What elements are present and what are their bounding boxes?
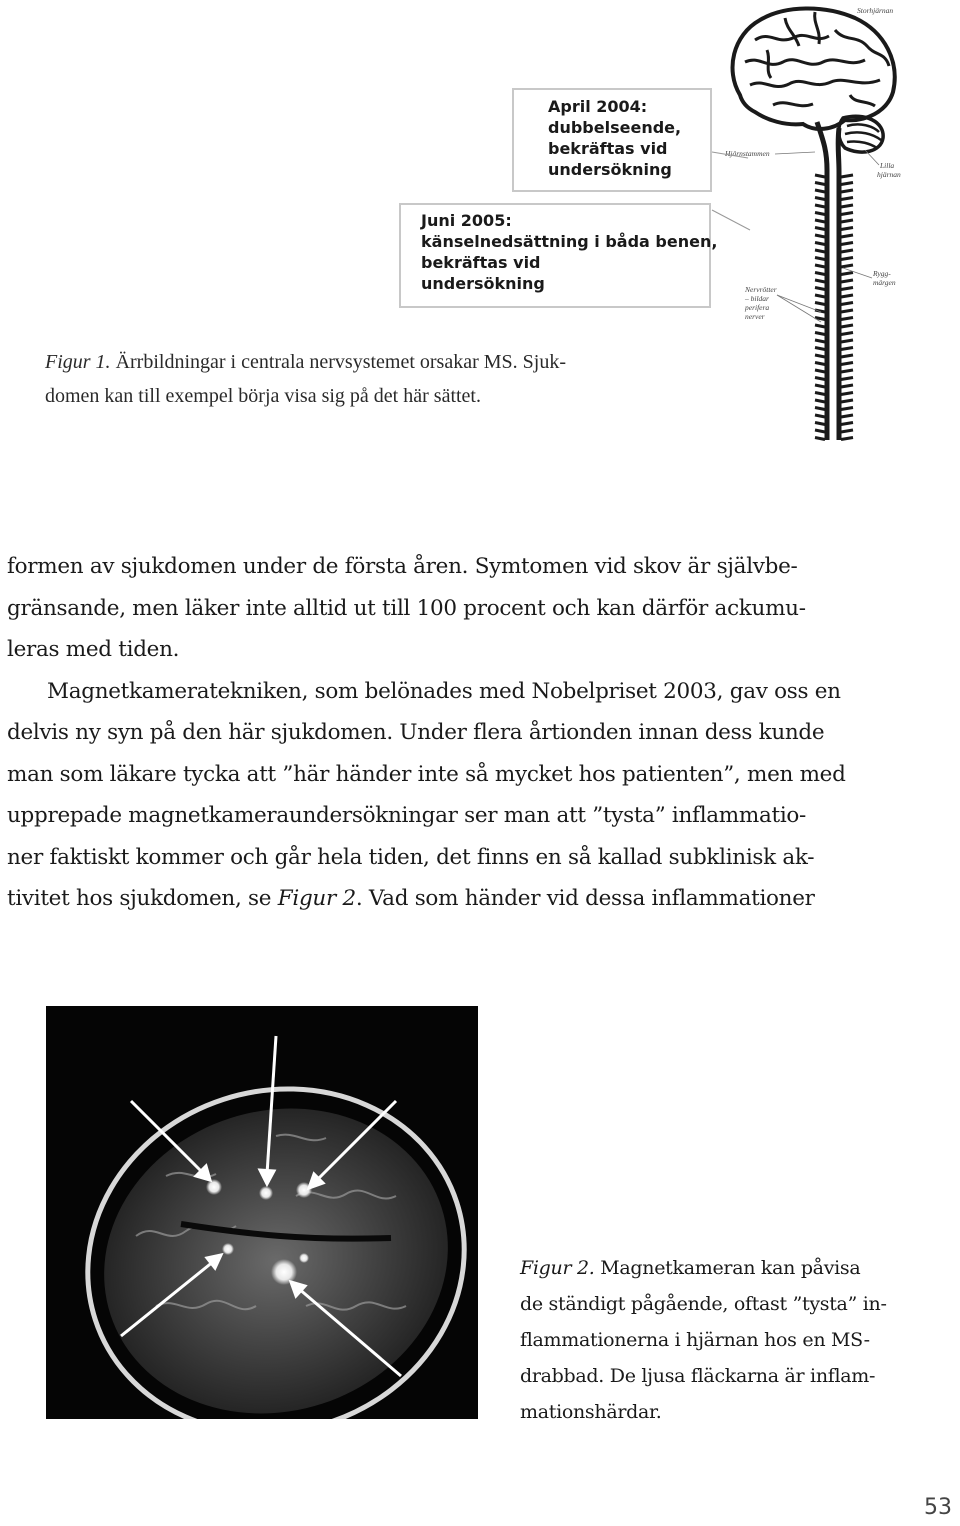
- nerve-root-right: [841, 393, 853, 395]
- callout-2005-line: bekräftas vid: [421, 253, 541, 272]
- body-line: Magnetkameratekniken, som belönades med Nobelpriset 2003, gav oss en: [47, 678, 841, 704]
- body-line: leras med tiden.: [7, 637, 180, 662]
- nerve-root-left: [815, 175, 825, 177]
- label-nerve-roots-1: Nervrötter: [745, 285, 777, 294]
- nerve-root-left: [815, 183, 825, 185]
- nerve-root-right: [841, 228, 853, 230]
- nerve-root-left: [815, 408, 825, 410]
- nerve-root-right: [841, 310, 853, 312]
- body-text: [7, 546, 957, 920]
- body-line: [7, 878, 957, 920]
- nerve-root-right: [841, 213, 853, 215]
- nerve-root-left: [815, 228, 825, 230]
- nerve-root-left: [815, 378, 825, 380]
- figure2-caption-text: mationshärdar.: [520, 1401, 662, 1423]
- figure2-reference: Figur 2: [277, 886, 356, 911]
- figure2-caption-text: flammationerna i hjärnan hos en MS-: [520, 1329, 870, 1351]
- nerve-root-left: [815, 273, 825, 275]
- callout-april-2004: [512, 88, 712, 192]
- callout-2005-line: undersökning: [421, 274, 545, 293]
- nerve-root-right: [841, 385, 853, 387]
- nerve-root-right: [841, 348, 853, 350]
- nerve-root-right: [841, 423, 853, 425]
- label-cerebellum-1: Lilla: [880, 161, 895, 170]
- nerve-root-left: [815, 423, 825, 425]
- nerve-root-left: [815, 438, 825, 440]
- nerve-root-left: [815, 430, 825, 432]
- nerve-root-right: [841, 220, 853, 222]
- nerve-root-left: [815, 220, 825, 222]
- nerve-root-right: [841, 400, 853, 402]
- nerve-root-left: [815, 400, 825, 402]
- nerve-root-left: [815, 243, 825, 245]
- nerve-root-right: [841, 175, 853, 177]
- page-number: 53: [924, 1495, 952, 1520]
- nerve-root-right: [841, 370, 853, 372]
- figure1-caption-text: Ärrbildningar i centrala nervsystemet orsakar MS. Sjuk-: [110, 351, 567, 373]
- nerve-root-left: [815, 295, 825, 297]
- nerve-root-left: [815, 385, 825, 387]
- nerve-root-left: [815, 258, 825, 260]
- nerve-root-right: [841, 190, 853, 192]
- figure1-caption: [45, 345, 725, 413]
- body-line: formen av sjukdomen under de första åren. Symtomen vid skov är självbe-: [7, 554, 798, 579]
- cerebrum-drawing: [733, 8, 895, 128]
- nerve-root-right: [841, 378, 853, 380]
- nerve-root-right: [841, 273, 853, 275]
- figure2-caption-text: de ständigt pågående, oftast ”tysta” in-: [520, 1293, 887, 1315]
- nerve-root-right: [841, 243, 853, 245]
- nerve-root-left: [815, 333, 825, 335]
- label-cerebrum: Storhjärnan: [857, 6, 894, 15]
- body-line: ner faktiskt kommer och går hela tiden, det finns en så kallad subklinisk ak-: [7, 844, 815, 870]
- body-line: upprepade magnetkameraundersökningar ser man att ”tysta” inflammatio-: [7, 803, 807, 828]
- nerve-root-right: [841, 235, 853, 237]
- nerve-root-right: [841, 408, 853, 410]
- nerve-root-left: [815, 370, 825, 372]
- label-cerebellum-2: hjärnan: [877, 170, 901, 179]
- nerve-roots-drawing: [815, 175, 853, 440]
- nerve-root-left: [815, 393, 825, 395]
- callout-2004-line: dubbelseende,: [548, 118, 682, 137]
- nerve-root-right: [841, 288, 853, 290]
- nerve-root-right: [841, 363, 853, 365]
- figure1-caption-text: domen kan till exempel börja visa sig på det här sättet.: [45, 385, 481, 407]
- figure2-caption-label: Figur 2.: [520, 1257, 595, 1279]
- nerve-root-left: [815, 250, 825, 252]
- figure2-caption-text: drabbad. De ljusa fläckarna är inflam-: [520, 1365, 876, 1387]
- label-nerve-roots-4: nerver: [745, 312, 765, 321]
- nerve-root-left: [815, 415, 825, 417]
- nerve-root-right: [841, 280, 853, 282]
- body-text-segment: . Vad som händer vid dessa inflammationer: [355, 886, 815, 911]
- callout-connectors: [700, 150, 760, 270]
- nerve-root-left: [815, 348, 825, 350]
- nerve-root-right: [841, 438, 853, 440]
- label-brainstem: Hjärnstammen: [725, 149, 770, 158]
- nerve-root-right: [841, 265, 853, 267]
- nerve-root-right: [841, 340, 853, 342]
- callout-2004-line: April 2004:: [548, 97, 648, 116]
- nerve-root-left: [815, 235, 825, 237]
- nerve-root-left: [815, 205, 825, 207]
- figure2-caption-text: Magnetkameran kan påvisa: [594, 1257, 861, 1279]
- nerve-root-left: [815, 190, 825, 192]
- figure1-caption-label: Figur 1.: [45, 351, 111, 373]
- nerve-root-right: [841, 303, 853, 305]
- nerve-root-left: [815, 325, 825, 327]
- nerve-root-left: [815, 198, 825, 200]
- label-spinal-cord-2: märgen: [873, 278, 896, 287]
- nerve-root-left: [815, 363, 825, 365]
- nerve-root-left: [815, 280, 825, 282]
- nerve-root-right: [841, 333, 853, 335]
- nerve-root-right: [841, 183, 853, 185]
- callout-2004-line: undersökning: [548, 160, 672, 179]
- nerve-root-right: [841, 258, 853, 260]
- nerve-root-left: [815, 355, 825, 357]
- body-line: man som läkare tycka att ”här händer inte så mycket hos patienten”, men med: [7, 761, 846, 787]
- nerve-root-left: [815, 265, 825, 267]
- mri-scan-image: [46, 1006, 478, 1419]
- nerve-root-left: [815, 213, 825, 215]
- nerve-root-right: [841, 325, 853, 327]
- body-line: delvis ny syn på den här sjukdomen. Under flera årtionden innan dess kunde: [7, 720, 825, 745]
- nerve-root-right: [841, 205, 853, 207]
- callout-june-2005: [399, 203, 718, 308]
- nerve-root-right: [841, 295, 853, 297]
- label-nerve-roots-2: – bildar: [745, 294, 769, 303]
- figure2-caption: [520, 1250, 920, 1430]
- callout-2004-line: bekräftas vid: [548, 139, 668, 158]
- body-text-segment: tivitet hos sjukdomen, se: [7, 886, 278, 911]
- nerve-root-right: [841, 250, 853, 252]
- nerve-root-left: [815, 288, 825, 290]
- nerve-root-right: [841, 198, 853, 200]
- nerve-root-right: [841, 415, 853, 417]
- nerve-root-left: [815, 340, 825, 342]
- body-line: gränsande, men läker inte alltid ut till 100 procent och kan därför ackumu-: [7, 595, 806, 621]
- callout-2005-line: Juni 2005:: [421, 211, 512, 230]
- label-spinal-cord-1: Rygg-: [873, 269, 891, 278]
- callout-2005-line: känselnedsättning i båda benen,: [421, 232, 718, 251]
- nerve-root-left: [815, 303, 825, 305]
- nerve-root-right: [841, 318, 853, 320]
- nerve-root-right: [841, 355, 853, 357]
- nerve-root-right: [841, 430, 853, 432]
- label-nerve-roots-3: perifera: [745, 303, 770, 312]
